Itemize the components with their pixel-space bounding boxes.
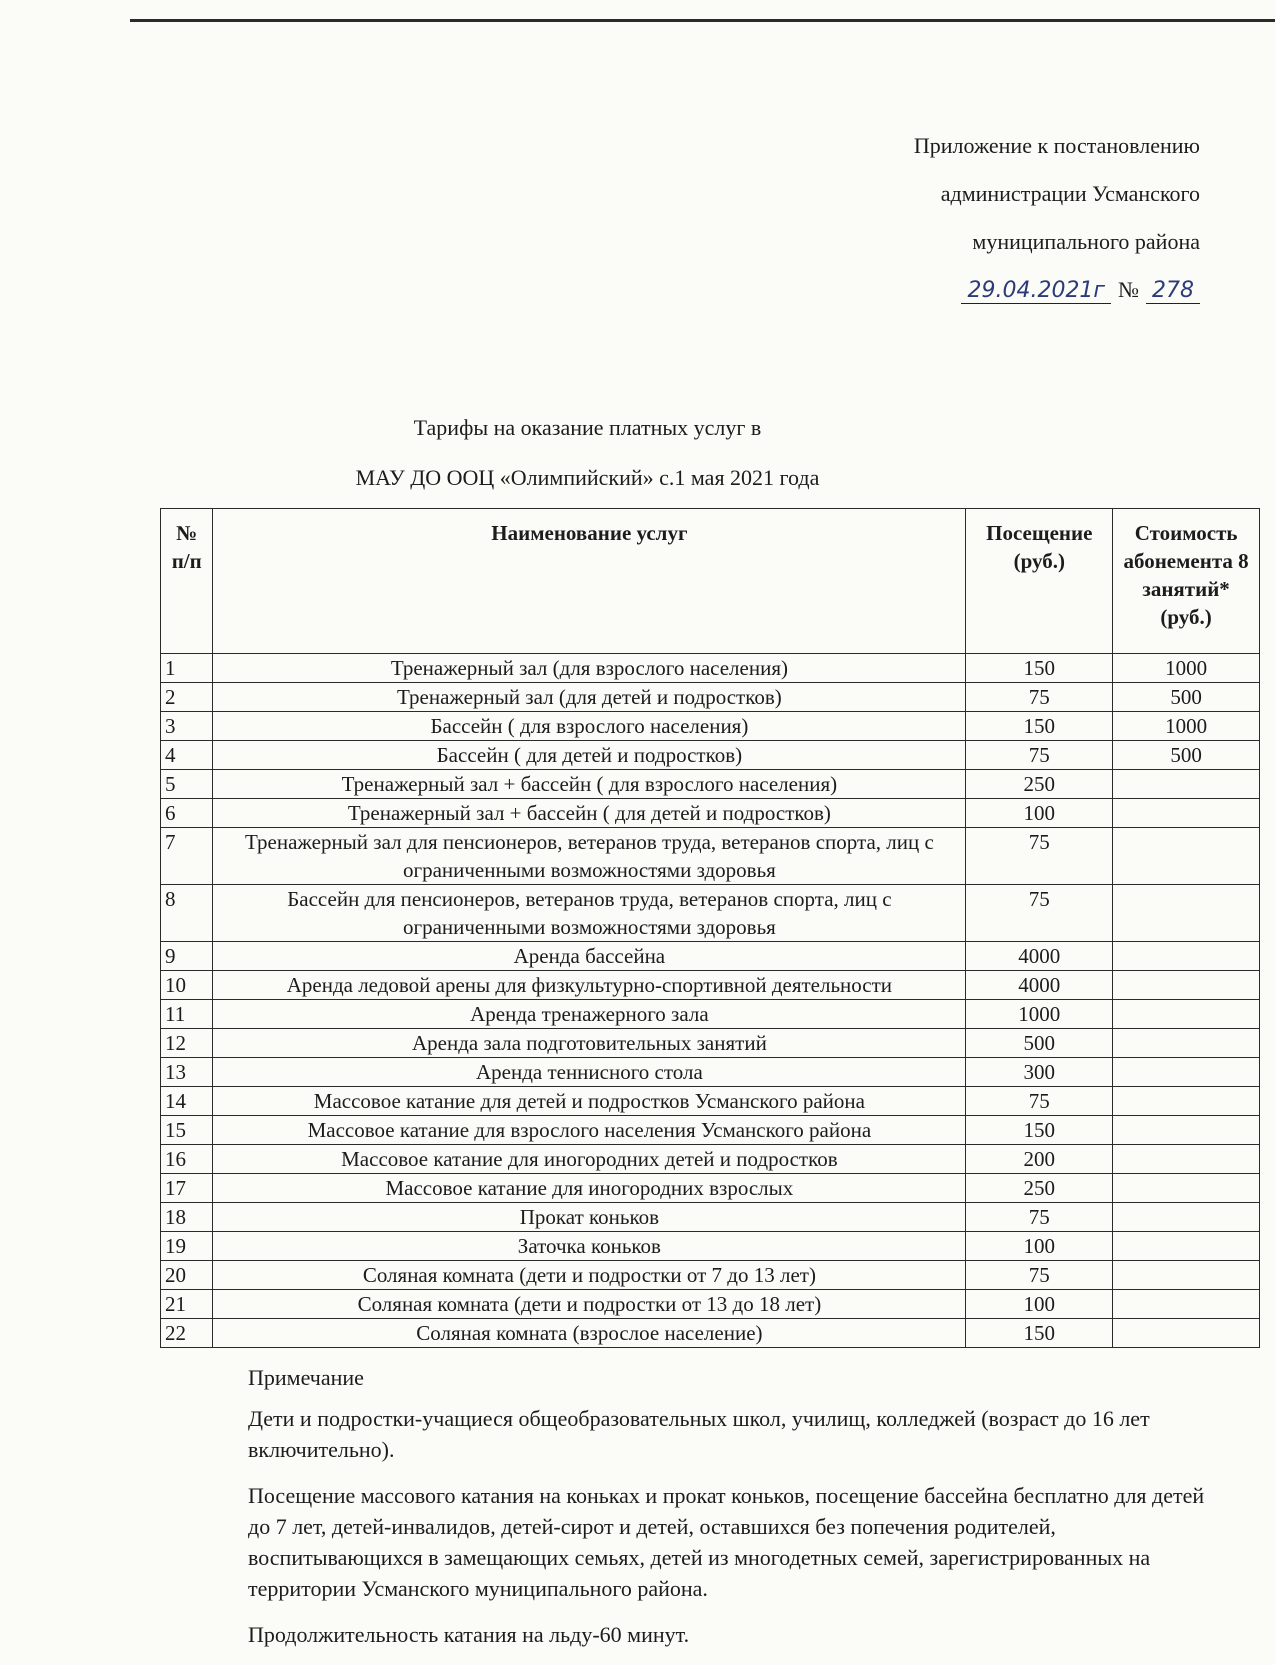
cell-abon bbox=[1113, 770, 1260, 799]
cell-name: Аренда бассейна bbox=[213, 942, 966, 971]
cell-abon bbox=[1113, 1000, 1260, 1029]
cell-name: Прокат коньков bbox=[213, 1203, 966, 1232]
cell-name: Аренда зала подготовительных занятий bbox=[213, 1029, 966, 1058]
cell-price: 100 bbox=[966, 1232, 1113, 1261]
cell-abon: 1000 bbox=[1113, 712, 1260, 741]
header-num: № п/п bbox=[161, 509, 213, 654]
approval-line-1: Приложение к постановлению bbox=[913, 133, 1200, 158]
cell-price: 4000 bbox=[966, 971, 1113, 1000]
approval-line-2: администрации Усманского bbox=[940, 181, 1200, 206]
cell-abon bbox=[1113, 1319, 1260, 1348]
cell-price: 200 bbox=[966, 1145, 1113, 1174]
cell-name: Тренажерный зал (для взрослого населения) bbox=[213, 654, 966, 683]
cell-num: 4 bbox=[161, 741, 213, 770]
document-title-line-2: МАУ ДО ООЦ «Олимпийский» с.1 мая 2021 года bbox=[355, 465, 820, 490]
cell-num: 7 bbox=[161, 828, 213, 885]
table-row bbox=[161, 741, 1260, 770]
cell-abon bbox=[1113, 885, 1260, 942]
approval-date-number bbox=[780, 266, 1200, 314]
page-edge-line bbox=[130, 19, 1275, 22]
cell-price: 150 bbox=[966, 1319, 1113, 1348]
cell-num: 14 bbox=[161, 1087, 213, 1116]
table-row bbox=[161, 1319, 1260, 1348]
cell-abon bbox=[1113, 1087, 1260, 1116]
cell-num: 10 bbox=[161, 971, 213, 1000]
note-paragraph-2: Посещение массового катания на коньках и прокат коньков, посещение бассейна бесплатно для детей до 7 лет, детей-инвалидов, детей-сирот и детей, оставшихся без попечения родителей, воспитывающихся в замещающих семьях, детей из многодетных семей, зарегистрированных на территории Усманского муниципального района. bbox=[248, 1483, 1205, 1601]
table-row bbox=[161, 1203, 1260, 1232]
cell-name: Тренажерный зал для пенсионеров, ветеранов труда, ветеранов спорта, лиц с ограниченными возможностями здоровья bbox=[213, 828, 966, 885]
cell-name: Массовое катание для иногородних взрослых bbox=[213, 1174, 966, 1203]
table-row bbox=[161, 654, 1260, 683]
cell-name: Массовое катание для детей и подростков Усманского района bbox=[213, 1087, 966, 1116]
cell-num: 17 bbox=[161, 1174, 213, 1203]
cell-abon bbox=[1113, 1290, 1260, 1319]
cell-price: 75 bbox=[966, 1203, 1113, 1232]
cell-name: Массовое катание для иногородних детей и подростков bbox=[213, 1145, 966, 1174]
header-name: Наименование услуг bbox=[213, 509, 966, 654]
cell-abon bbox=[1113, 1232, 1260, 1261]
header-subscription: Стоимость абонемента 8 занятий* (руб.) bbox=[1113, 509, 1260, 654]
cell-price: 150 bbox=[966, 712, 1113, 741]
cell-num: 22 bbox=[161, 1319, 213, 1348]
tariff-table bbox=[160, 508, 1260, 1348]
table-row bbox=[161, 1000, 1260, 1029]
cell-price: 75 bbox=[966, 1087, 1113, 1116]
table-row bbox=[161, 712, 1260, 741]
cell-name: Бассейн ( для детей и подростков) bbox=[213, 741, 966, 770]
table-row bbox=[161, 1261, 1260, 1290]
header-price: Посещение (руб.) bbox=[966, 509, 1113, 654]
cell-price: 1000 bbox=[966, 1000, 1113, 1029]
cell-name: Соляная комната (взрослое население) bbox=[213, 1319, 966, 1348]
document-title-line-1: Тарифы на оказание платных услуг в bbox=[413, 415, 762, 440]
table-row bbox=[161, 1145, 1260, 1174]
table-row bbox=[161, 971, 1260, 1000]
cell-num: 12 bbox=[161, 1029, 213, 1058]
cell-price: 300 bbox=[966, 1058, 1113, 1087]
table-body bbox=[161, 654, 1260, 1348]
cell-abon bbox=[1113, 1145, 1260, 1174]
cell-num: 6 bbox=[161, 799, 213, 828]
table-row bbox=[161, 1058, 1260, 1087]
cell-name: Соляная комната (дети и подростки от 13 до 18 лет) bbox=[213, 1290, 966, 1319]
cell-num: 16 bbox=[161, 1145, 213, 1174]
cell-num: 20 bbox=[161, 1261, 213, 1290]
cell-num: 8 bbox=[161, 885, 213, 942]
notes-header: Примечание bbox=[248, 1365, 364, 1390]
table-row bbox=[161, 1087, 1260, 1116]
cell-num: 2 bbox=[161, 683, 213, 712]
cell-num: 21 bbox=[161, 1290, 213, 1319]
cell-name: Заточка коньков bbox=[213, 1232, 966, 1261]
cell-name: Аренда тренажерного зала bbox=[213, 1000, 966, 1029]
table-row bbox=[161, 1232, 1260, 1261]
cell-price: 75 bbox=[966, 885, 1113, 942]
table-row bbox=[161, 799, 1260, 828]
cell-num: 19 bbox=[161, 1232, 213, 1261]
approval-number: 278 bbox=[1146, 278, 1200, 304]
table-row bbox=[161, 1029, 1260, 1058]
table-row bbox=[161, 1290, 1260, 1319]
note-paragraph-3: Продолжительность катания на льду-60 минут. bbox=[248, 1622, 690, 1647]
cell-price: 75 bbox=[966, 741, 1113, 770]
cell-abon bbox=[1113, 1029, 1260, 1058]
table-header-row bbox=[161, 509, 1260, 654]
notes-block bbox=[248, 1362, 1228, 1665]
cell-price: 150 bbox=[966, 654, 1113, 683]
cell-num: 5 bbox=[161, 770, 213, 799]
cell-abon bbox=[1113, 942, 1260, 971]
cell-abon bbox=[1113, 1203, 1260, 1232]
table-row bbox=[161, 942, 1260, 971]
cell-name: Тренажерный зал + бассейн ( для взрослого населения) bbox=[213, 770, 966, 799]
cell-price: 75 bbox=[966, 828, 1113, 885]
cell-name: Бассейн ( для взрослого населения) bbox=[213, 712, 966, 741]
cell-name: Бассейн для пенсионеров, ветеранов труда, ветеранов спорта, лиц с ограниченными возможностями здоровья bbox=[213, 885, 966, 942]
table-row bbox=[161, 770, 1260, 799]
cell-num: 13 bbox=[161, 1058, 213, 1087]
cell-abon bbox=[1113, 1261, 1260, 1290]
approval-date: 29.04.2021г bbox=[961, 278, 1111, 304]
table-row bbox=[161, 1116, 1260, 1145]
cell-name: Аренда теннисного стола bbox=[213, 1058, 966, 1087]
cell-abon bbox=[1113, 971, 1260, 1000]
table-row bbox=[161, 885, 1260, 942]
cell-price: 100 bbox=[966, 1290, 1113, 1319]
cell-abon bbox=[1113, 828, 1260, 885]
table-row bbox=[161, 1174, 1260, 1203]
approval-number-label: № bbox=[1118, 277, 1139, 302]
approval-line-3: муниципального района bbox=[972, 229, 1200, 254]
cell-name: Тренажерный зал (для детей и подростков) bbox=[213, 683, 966, 712]
cell-num: 15 bbox=[161, 1116, 213, 1145]
cell-price: 150 bbox=[966, 1116, 1113, 1145]
cell-num: 9 bbox=[161, 942, 213, 971]
cell-num: 11 bbox=[161, 1000, 213, 1029]
cell-price: 250 bbox=[966, 770, 1113, 799]
cell-price: 500 bbox=[966, 1029, 1113, 1058]
cell-abon bbox=[1113, 1116, 1260, 1145]
cell-name: Тренажерный зал + бассейн ( для детей и подростков) bbox=[213, 799, 966, 828]
cell-price: 250 bbox=[966, 1174, 1113, 1203]
cell-name: Аренда ледовой арены для физкультурно-спортивной деятельности bbox=[213, 971, 966, 1000]
cell-name: Соляная комната (дети и подростки от 7 до 13 лет) bbox=[213, 1261, 966, 1290]
cell-name: Массовое катание для взрослого населения Усманского района bbox=[213, 1116, 966, 1145]
cell-abon: 500 bbox=[1113, 741, 1260, 770]
cell-price: 100 bbox=[966, 799, 1113, 828]
cell-abon bbox=[1113, 799, 1260, 828]
cell-abon: 1000 bbox=[1113, 654, 1260, 683]
approval-block bbox=[780, 122, 1200, 314]
cell-abon bbox=[1113, 1058, 1260, 1087]
table-row bbox=[161, 828, 1260, 885]
cell-num: 1 bbox=[161, 654, 213, 683]
cell-price: 75 bbox=[966, 1261, 1113, 1290]
table-row bbox=[161, 683, 1260, 712]
cell-price: 4000 bbox=[966, 942, 1113, 971]
cell-price: 75 bbox=[966, 683, 1113, 712]
cell-abon bbox=[1113, 1174, 1260, 1203]
cell-abon: 500 bbox=[1113, 683, 1260, 712]
note-paragraph-1: Дети и подростки-учащиеся общеобразовательных школ, училищ, колледжей (возраст до 16 лет включительно). bbox=[248, 1406, 1150, 1462]
cell-num: 18 bbox=[161, 1203, 213, 1232]
cell-num: 3 bbox=[161, 712, 213, 741]
